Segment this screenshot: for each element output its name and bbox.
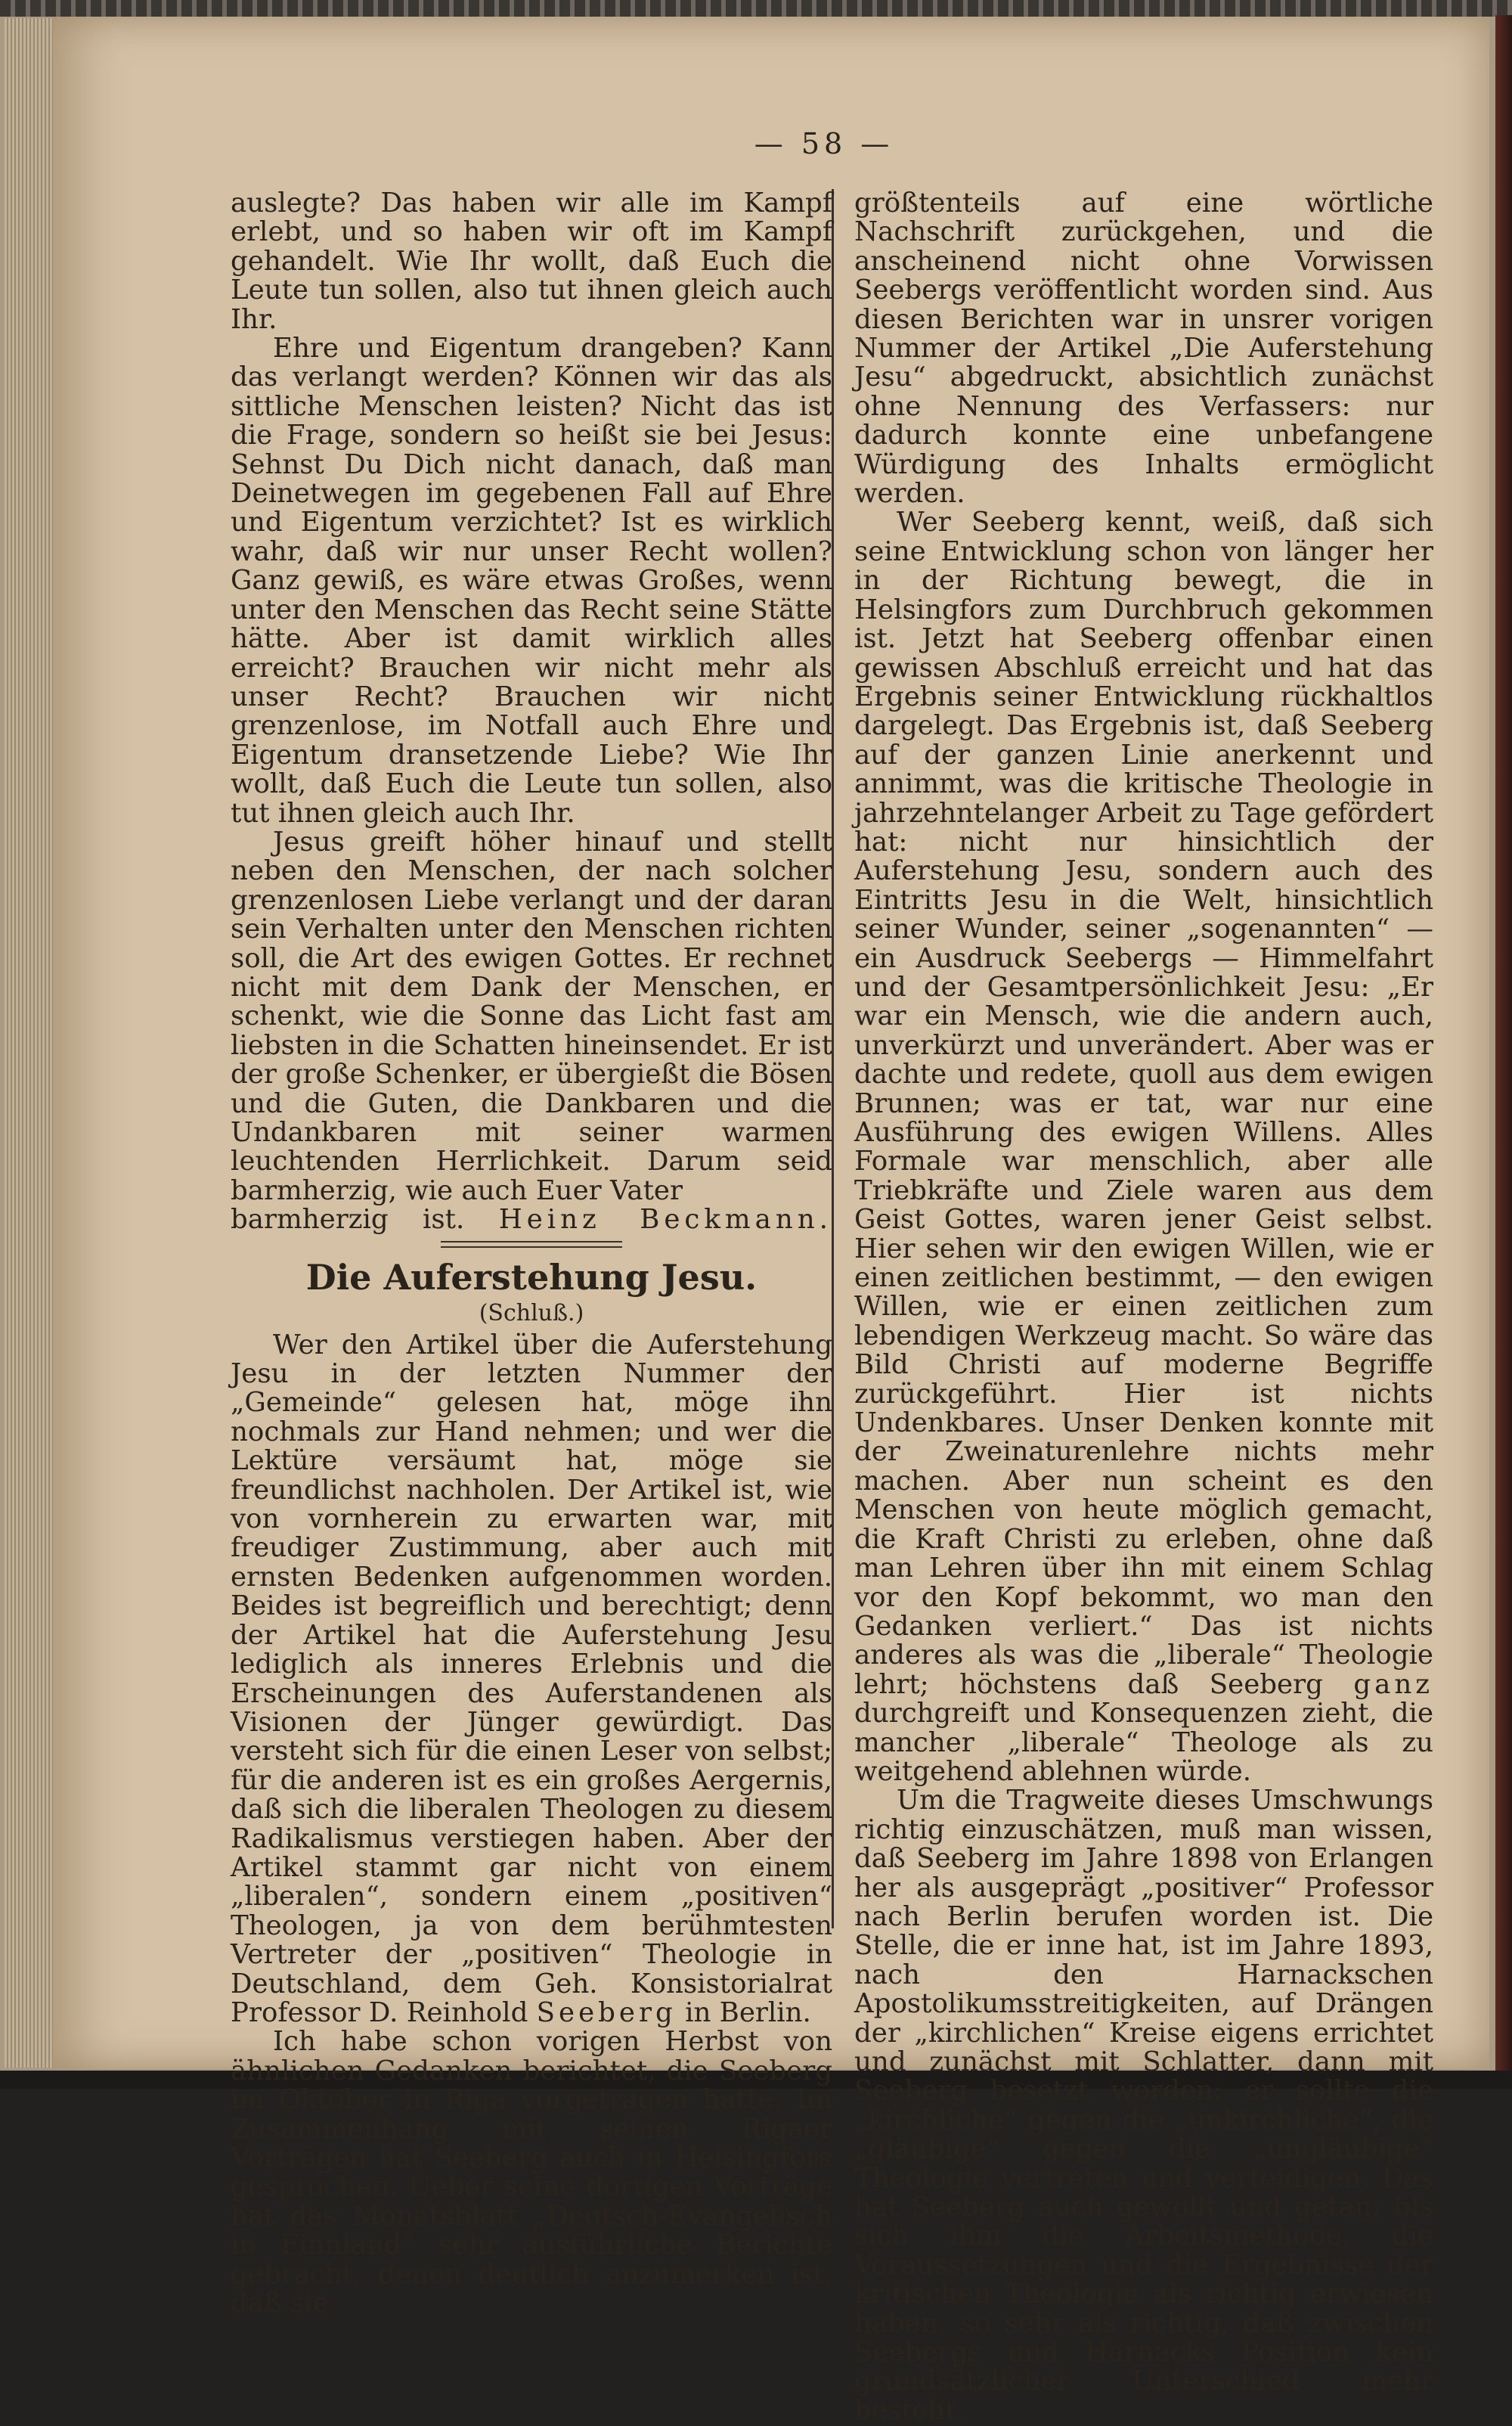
page-number: — 58 — [754,127,894,160]
left-paragraph-4-text: Wer den Artikel über die Auferstehung Jesu in der letzten Nummer der „Gemeinde“ gelesen hat, möge ihn nochmals zur Hand nehmen; und wer die Lektüre versäumt hat, möge sie freundlichst nachholen. Der Artikel ist, wie von vornherein zu erwarten war, mit freudiger Zustimmung, aber auch mit ernsten Bedenken aufgenommen worden. Beides ist begreiflich und berechtigt; denn der Artikel hat die Auferstehung Jesu lediglich als inneres Erlebnis und die Erscheinungen des Auferstandenen als Visionen der Jünger gewürdigt. Das versteht sich für die einen Leser von selbst; für die anderen ist es ein großes Aergernis, daß sich die liberalen Theologen zu diesem Radikalismus verstiegen haben. Aber der Artikel stammt gar nicht von einem „liberalen“, sondern einem „positiven“ Theologen, ja von dem berühmtesten Vertreter der „positiven“ Theologie in Deutschland, dem Geh. Konsistorialrat Professor D. Reinhold [231,1329,832,2028]
left-paragraph-3: Jesus greift höher hinauf und stellt neben den Menschen, der nach solcher grenzenlosen Liebe verlangt und der daran sein Verhalten unter den Menschen richten soll, die Art des ewigen Gottes. Er rechnet nicht mit dem Dank der Menschen, er schenkt, wie die Sonne das Licht fast am liebsten in die Schatten hineinsendet. Er ist der große Schenker, er übergießt die Bösen und die Guten, die Dankbaren und die Undankbaren mit seiner warmen leuchtenden Herrlichkeit. Darum seid barmherzig, wie auch Euer Vater [231,826,832,1206]
signature-line [231,1205,832,1234]
emphasized-word: ganz [1353,1668,1434,1700]
page-stack-edges [5,18,53,2068]
left-paragraph-5: Ich habe schon vorigen Herbst von ähnlichen Gedanken berichtet, die Seeberg im Oktober in Riga vorgetragen hatte. Im Zusammenhang mit seinen Rigaer Vorträgen hat Seeberg auch in Helsingfors gesprochen. Ueber seine dortigen Vorträge hat das Monatsblatt „Deutsch-Evangelisch in Finnland“ sehr ausführliche Berichte gebracht, denen deutlich anzumerken ist, daß sie [231,2026,832,2319]
left-paragraph-4 [231,1331,832,2028]
right-paragraph-2-text: Wer Seeberg kennt, weiß, daß sich seine Entwicklung schon von länger her in der Richtung bewegt, die in Helsingfors zum Durchbruch gekommen ist. Jetzt hat Seeberg offenbar einen gewissen Abschluß erreicht und hat das Ergebnis seiner Entwicklung rückhaltlos dargelegt. Das Ergebnis ist, daß Seeberg auf der ganzen Linie anerkennt und annimmt, was die kritische Theologie in jahrzehntelanger Arbeit zu Tage gefördert hat: nicht nur hinsichtlich der Auferstehung Jesu, sondern auch des Eintritts Jesu in die Welt, hinsichtlich seiner Wunder, seiner „sogenannten“ — ein Ausdruck Seebergs — Himmelfahrt und der Gesamtpersönlichkeit Jesu: „Er war ein Mensch, wie die andern auch, unverkürzt und unverändert. Aber was er dachte und redete, quoll aus dem ewigen Brunnen; was er tat, war nur eine Ausführung des ewigen Willens. Alles Formale war menschlich, aber alle Triebkräfte und Ziele waren aus dem Geist Gottes, waren jener Geist selbst. Hier sehen wir den ewigen Willen, wie er einen zeitlichen bestimmt, — den ewigen Willen, wie er einen zeitlichen zum lebendigen Werkzeug macht. So wäre das Bild Christi auf moderne Begriffe zurückgeführt. Hier ist nichts Undenkbares. Unser Denken konnte mit der Zweinaturenlehre nichts mehr machen. Aber nun scheint es den Menschen von heute möglich gemacht, die Kraft Christi zu erleben, ohne daß man Lehren über ihn mit einem Schlag vor den Kopf bekommt, wo man den Gedanken verliert.“ Das ist nichts anderes als was die „liberale“ Theologie lehrt; höchstens daß Seeberg [854,507,1433,1700]
left-column [231,189,832,2318]
right-column [854,189,1433,2425]
right-paragraph-3: Um die Tragweite dieses Umschwungs richtig einzuschätzen, muß man wissen, daß Seeberg im Jahre 1898 von Erlangen her als ausgeprägt „positiver“ Professor nach Berlin berufen worden ist. Die Stelle, die er inne hat, ist im Jahre 1893, nach den Harnackschen Apostolikumsstreitigkeiten, auf Drängen der „kirchlichen“ Kreise eigens errichtet und zunächst mit Schlatter, dann mit Seeberg besetzt worden: er sollte die „kirchliche“ gegen die „unkirchliche“, die „gläubige“ gegen die „ungläubige“ Theologie vertreten und verteidigen. Das hat Seeberg auch gewollt und getan: bis sich ihm die Arbeitsmethode, die Voraussetzungen und die Ergebnisse der kritischen Theologie als richtig erwiesen haben, so sehr als richtig, daß zwischen Seebergs und Harnacks Position kein grundsätzlicher Unterschied mehr besteht. [854,1785,1433,2426]
top-binding-edge [0,0,1512,17]
left-paragraph-1: auslegte? Das haben wir alle im Kampf erlebt, und so haben wir oft im Kampf gehandelt. Wie Ihr wollt, daß Euch die Leute tun sollen, also tut ihnen gleich auch Ihr. [231,188,832,335]
right-paragraph-1: größtenteils auf eine wörtliche Nachschrift zurückgehen, und die anscheinend nicht ohne Vorwissen Seebergs veröffentlicht worden sind. Aus diesen Berichten war in unsrer vorigen Nummer der Artikel „Die Auferstehung Jesu“ abgedruckt, absichtlich zunächst ohne Nennung des Verfassers: nur dadurch konnte eine unbefangene Würdigung des Inhalts ermöglicht werden. [854,188,1433,510]
closing-text: barmherzig ist. [231,1204,465,1236]
article-separator [441,1241,622,1248]
left-paragraph-2: Ehre und Eigentum drangeben? Kann das verlangt werden? Können wir das als sittliche Menschen leisten? Nicht das ist die Frage, sondern so heißt sie bei Jesus: Sehnst Du Dich nicht danach, daß man Deinetwegen im gegebenen Fall auf Ehre und Eigentum verzichtet? Ist es wirklich wahr, daß wir nur unser Recht wollen? Ganz gewiß, es wäre etwas Großes, wenn unter den Menschen das Recht seine Stätte hätte. Aber ist damit wirklich alles erreicht? Brauchen wir nicht mehr als unser Recht? Brauchen wir nicht grenzenlose, im Notfall auch Ehre und Eigentum dransetzende Liebe? Wie Ihr wollt, daß Euch die Leute tun sollen, also tut ihnen gleich auch Ihr. [231,333,832,829]
book-cover-edge [1495,15,1512,2071]
left-paragraph-4-end: in Berlin. [685,1996,811,2028]
author-signature: Heinz Beckmann. [498,1204,832,1236]
article-title: Die Auferstehung Jesu. [305,1256,758,1298]
right-paragraph-2-end: durchgreift und Konsequenzen zieht, die mancher „liberale“ Theologe als zu weitgehend ablehnen würde. [854,1698,1433,1787]
article-subtitle: (Schluß.) [479,1299,584,1326]
emphasized-name: Seeberg [536,1996,677,2028]
right-paragraph-2 [854,508,1433,1786]
